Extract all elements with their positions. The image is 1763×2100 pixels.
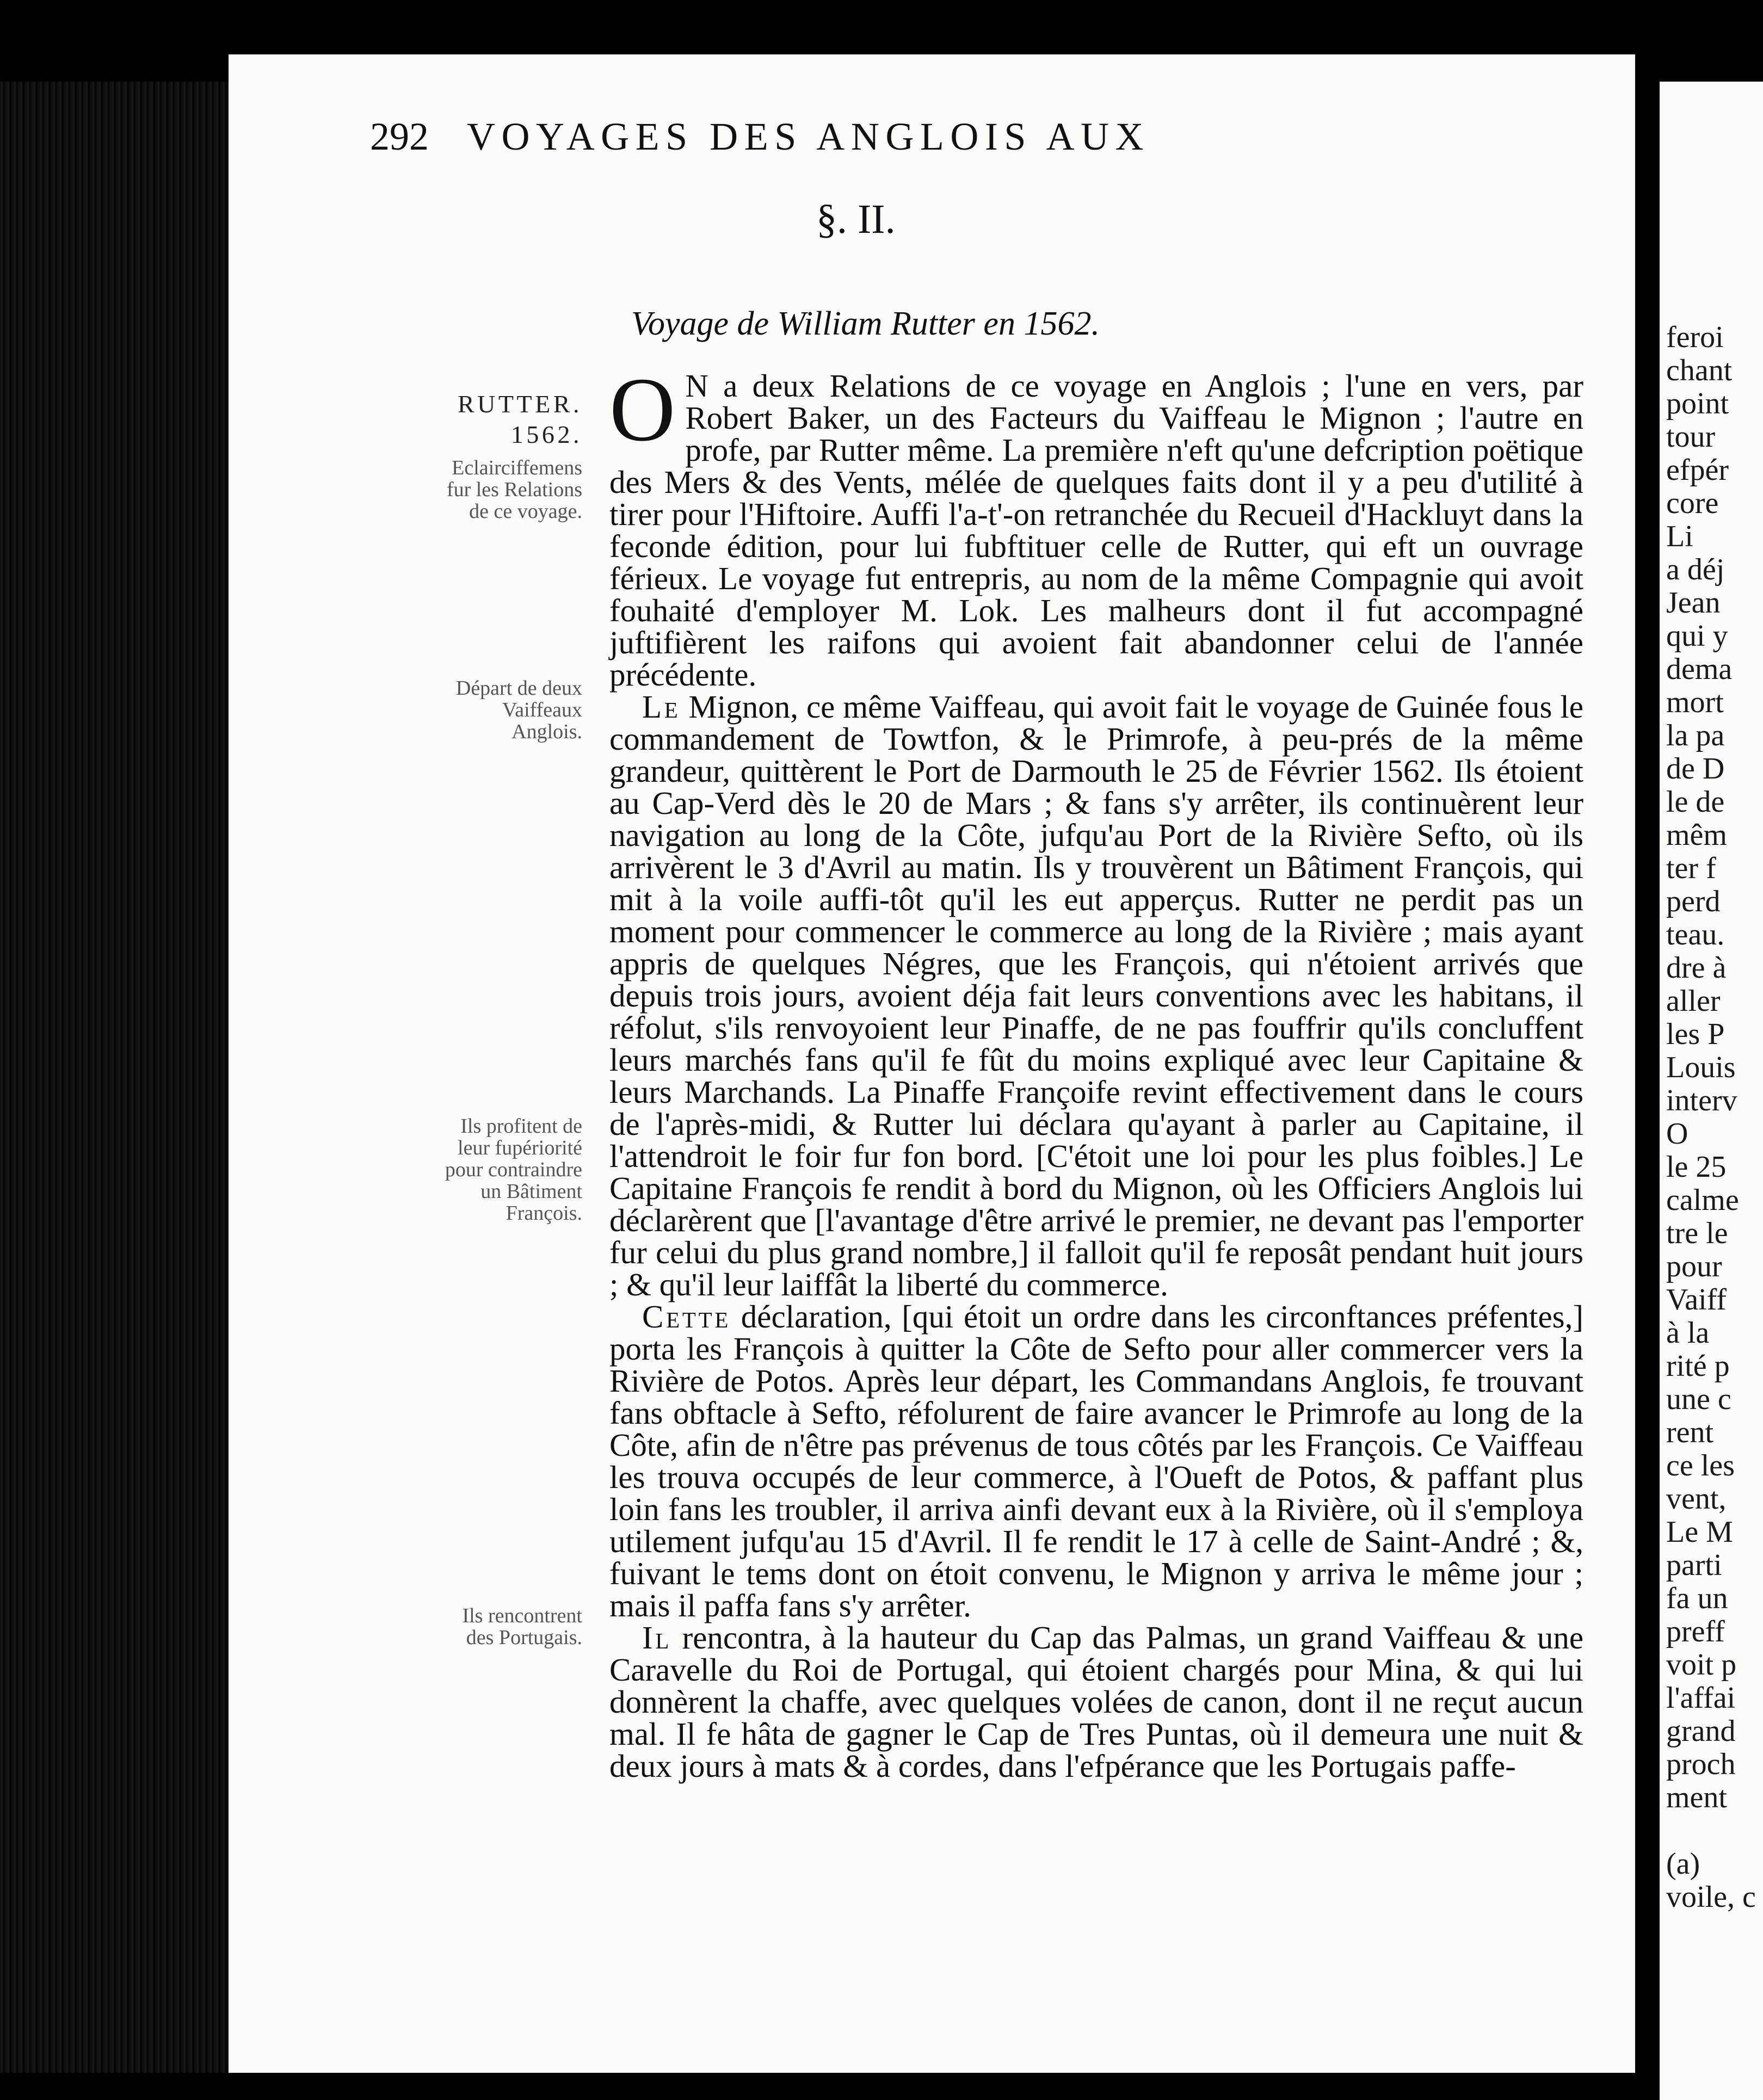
margin-note-4: Ils rencontrent des Portugais. bbox=[462, 1604, 582, 1649]
margin-note-3: Ils profitent de leur fupériorité pour contraindre un Bâtiment François. bbox=[445, 1115, 582, 1225]
section-title: Voyage de William Rutter en 1562. bbox=[631, 305, 1100, 342]
margin-note-2: Départ de deux Vaiffeaux Anglois. bbox=[455, 677, 582, 743]
paragraph-3: Cette déclaration, [qui étoit un ordre dans les circonftances préfentes,] porta les François à quitter la Côte de Sefto pour aller commercer vers la Rivière de Potos. Après leur départ, les Commandans Anglois, fe trouvant fans obftacle à Sefto, réfolurent de faire avancer le Primrofe au long de la Côte, afin de n'être pas prévenus de tous côtés par les François. Ce Vaiffeau les trouva occupés de leur commerce, à l'Oueft de Potos, & paffant plus loin fans les troubler, il arriva ainfi devant eux à la Rivière, où il s'employa utilement jufqu'au 15 d'Avril. Il fe rendit le 17 à celle de Saint-André ; &, fuivant le tems dont on étoit convenu, le Mignon y arriva le même jour ; mais il paffa fans s'y arrêter. bbox=[609, 1299, 1583, 1623]
running-title: VOYAGES DES ANGLOIS AUX bbox=[467, 115, 1150, 158]
section-number: §. II. bbox=[816, 196, 896, 242]
running-header bbox=[370, 114, 1502, 159]
paragraph-4: Il rencontra, à la hauteur du Cap das Palmas, un grand Vaiffeau & une Caravelle du Roi de Portugal, qui étoient chargés pour Mina, & qui lui donnèrent la chaffe, avec quelques volées de canon, dont il ne reçut aucun mal. Il fe hâta de gagner le Cap de Tres Puntas, où il demeura une nuit & deux jours à mats & à cordes, dans l'efpérance que les Portugais paffe- bbox=[609, 1620, 1584, 1784]
right-page-text: feroi chant point tour efpér core Li a déj Jean qui y dema mort la pa de D le de mêm ter f perd teau. dre à aller les P Louis interv O le 25 calme tre le pour Vaiff à la rité p une c rent ce les vent, Le M parti fa un preff voit p l'affai grand proch ment (a) voile, c bbox=[1666, 320, 1756, 1914]
book-spine bbox=[0, 82, 229, 2073]
margin-note-head: RUTTER. 1562. bbox=[457, 390, 582, 448]
body-text bbox=[609, 359, 1584, 1784]
paragraph-1: O N a deux Relations de ce voyage en Anglois ; l'une en vers, par Robert Baker, un des Facteurs du Vaiffeau le Mignon ; l'autre en profe, par Rutter même. La première n'eft qu'une defcription poëtique des Mers & des Vents, mélée de quelques faits dont il y a peu d'utilité à tirer pour l'Hiftoire. Auffi l'a-t'-on retranchée du Recueil d'Hackluyt dans la feconde édition, pour lui fubftituer celle de Rutter, qui eft un ouvrage férieux. Le voyage fut entrepris, au nom de la même Compagnie qui avoit fouhaité d'employer M. Lok. Les malheurs dont il fut accompagné juftifièrent les raifons qui avoient fait abandonner celui de l'année précédente. bbox=[609, 359, 1583, 693]
margin-note-1: Eclairciffemens fur les Relations de ce voyage. bbox=[446, 456, 582, 523]
page-right-fragment bbox=[1660, 82, 1763, 2100]
page-number: 292 bbox=[370, 115, 429, 158]
drop-cap: O bbox=[609, 359, 676, 460]
paragraph-2: Le Mignon, ce même Vaiffeau, qui avoit fait le voyage de Guinée fous le commandement de Towtfon, & le Primrofe, à peu-prés de la même grandeur, quittèrent le Port de Darmouth le 25 de Février 1562. Ils étoient au Cap-Verd dès le 20 de Mars ; & fans s'y arrêter, ils continuèrent leur navigation au long de la Côte, jufqu'au Port de la Rivière Sefto, où ils arrivèrent le 3 d'Avril au matin. Ils y trouvèrent un Bâtiment François, qui mit à la voile auffi-tôt qu'il les eut apperçus. Rutter ne perdit pas un moment pour commencer le commerce au long de la Rivière ; mais ayant appris de quelques Négres, que les François, qui n'étoient arrivés que depuis trois jours, avoient déja fait leurs conventions avec les habitans, il réfolut, s'ils renvoyoient leur Pinaffe, de ne pas fouffrir qu'ils concluffent leurs marchés fans qu'il fe fût du moins expliqué avec leur Capitaine & leurs Marchands. La Pinaffe Françoife revint effectivement dans le cours de l'après-midi, & Rutter lui déclara qu'ayant à parler au Capitaine, il l'attendroit le foir fur fon bord. [C'étoit une loi pour les plus foibles.] Le Capitaine François fe rendit à bord du Mignon, où les Officiers Anglois lui déclarèrent que [l'avantage d'être arrivé le premier, ne devant pas l'emporter fur celui du plus grand nombre,] il falloit qu'il fe reposât pendant huit jours ; & qu'il leur laiffât la liberté du commerce. bbox=[609, 689, 1583, 1302]
